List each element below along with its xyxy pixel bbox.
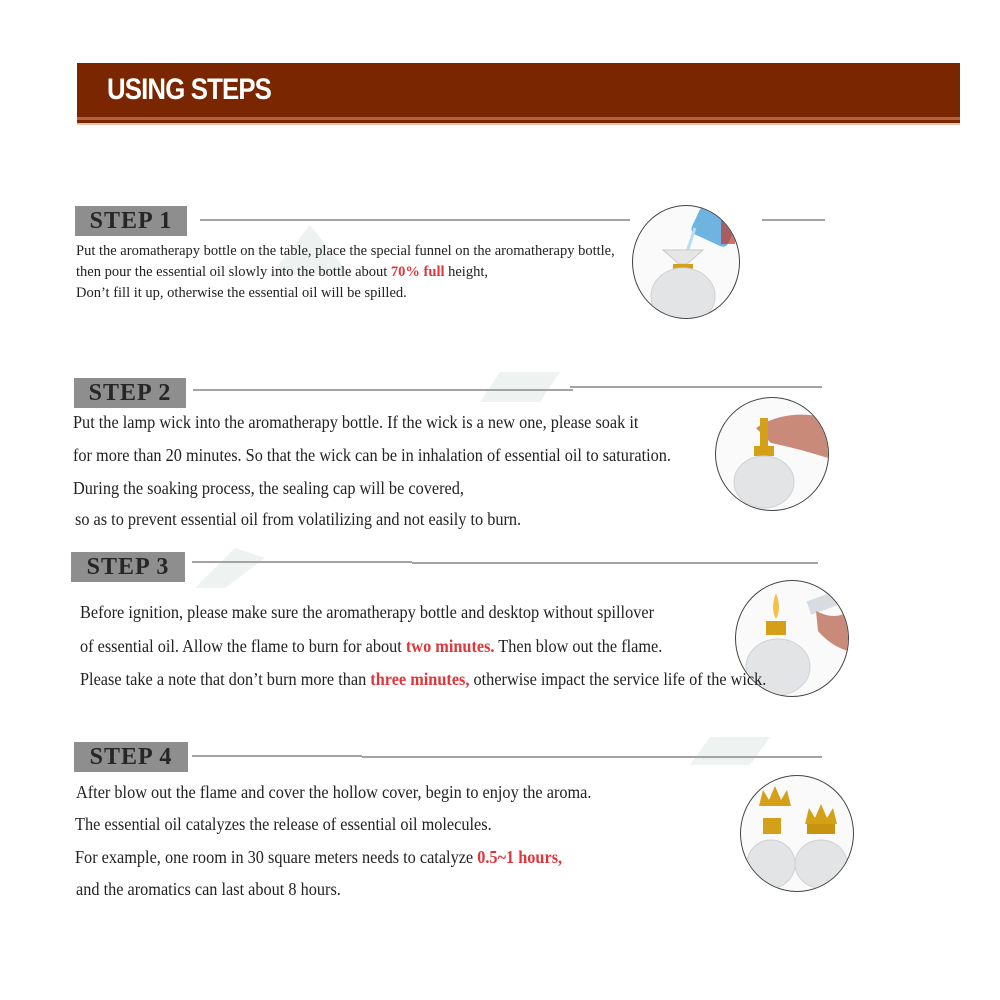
divider-line	[200, 219, 630, 221]
step-text-line: and the aromatics can last about 8 hours.	[76, 879, 341, 899]
text: height,	[444, 264, 488, 280]
divider-line	[192, 755, 362, 757]
step-label: STEP 2	[74, 378, 186, 408]
text: of essential oil. Allow the flame to burn for about	[80, 636, 406, 656]
header-stripe-light	[77, 123, 960, 125]
divider-line	[362, 756, 822, 758]
watermark-logo	[480, 372, 560, 402]
step-text-line: Put the aromatherapy bottle on the table, place the special funnel on the aromatherapy bottle,	[76, 243, 615, 259]
step-text-line: After blow out the flame and cover the hollow cover, begin to enjoy the aroma.	[76, 782, 592, 802]
step-label: STEP 4	[74, 742, 188, 772]
step-text-line	[80, 636, 662, 657]
divider-line	[570, 386, 822, 388]
text: then pour the essential oil slowly into the bottle about	[76, 264, 391, 280]
divider-line	[193, 389, 573, 391]
step-text-line: Put the lamp wick into the aromatherapy bottle. If the wick is a new one, please soak it	[73, 412, 639, 432]
header-bar	[77, 63, 960, 125]
text: For example, one room in 30 square meters needs to catalyze	[75, 847, 478, 867]
funnel-bottle-illustration	[633, 206, 739, 318]
step-text-line	[75, 847, 562, 868]
step-1-photo	[632, 205, 740, 319]
divider-line	[762, 219, 825, 221]
step-text-line: The essential oil catalyzes the release of essential oil molecules.	[75, 814, 492, 834]
step-text-line: During the soaking process, the sealing cap will be covered,	[73, 478, 464, 498]
step-label: STEP 1	[75, 206, 187, 236]
highlight-text: 0.5~1 hours,	[477, 847, 563, 867]
crown-cover-bottles-illustration	[741, 776, 853, 891]
highlight-text: 70% full	[390, 264, 445, 280]
step-text-line	[76, 264, 488, 281]
step-text-line: Don’t fill it up, otherwise the essential oil will be spilled.	[76, 285, 407, 301]
step-text-line	[80, 669, 766, 690]
step-text-line: for more than 20 minutes. So that the wick can be in inhalation of essential oil to saturation.	[73, 445, 671, 465]
step-text-line: so as to prevent essential oil from volatilizing and not easily to burn.	[75, 509, 522, 529]
divider-line	[192, 561, 412, 563]
text: Please take a note that don’t burn more than	[80, 669, 371, 689]
watermark-logo	[690, 737, 770, 765]
text: otherwise impact the service life of the wick.	[469, 669, 767, 689]
watermark-logo	[195, 548, 265, 588]
divider-line	[412, 562, 818, 564]
step-label: STEP 3	[71, 552, 185, 582]
step-4-photo	[740, 775, 854, 892]
step-2-photo	[715, 397, 829, 511]
highlight-text: two minutes.	[405, 636, 495, 656]
highlight-text: three minutes,	[370, 669, 470, 689]
text: Then blow out the flame.	[494, 636, 663, 656]
page-title: USING STEPS	[107, 73, 272, 106]
header-stripe	[77, 117, 960, 120]
step-text-line: Before ignition, please make sure the aromatherapy bottle and desktop without spillover	[80, 602, 654, 622]
hand-wick-illustration	[716, 398, 828, 510]
